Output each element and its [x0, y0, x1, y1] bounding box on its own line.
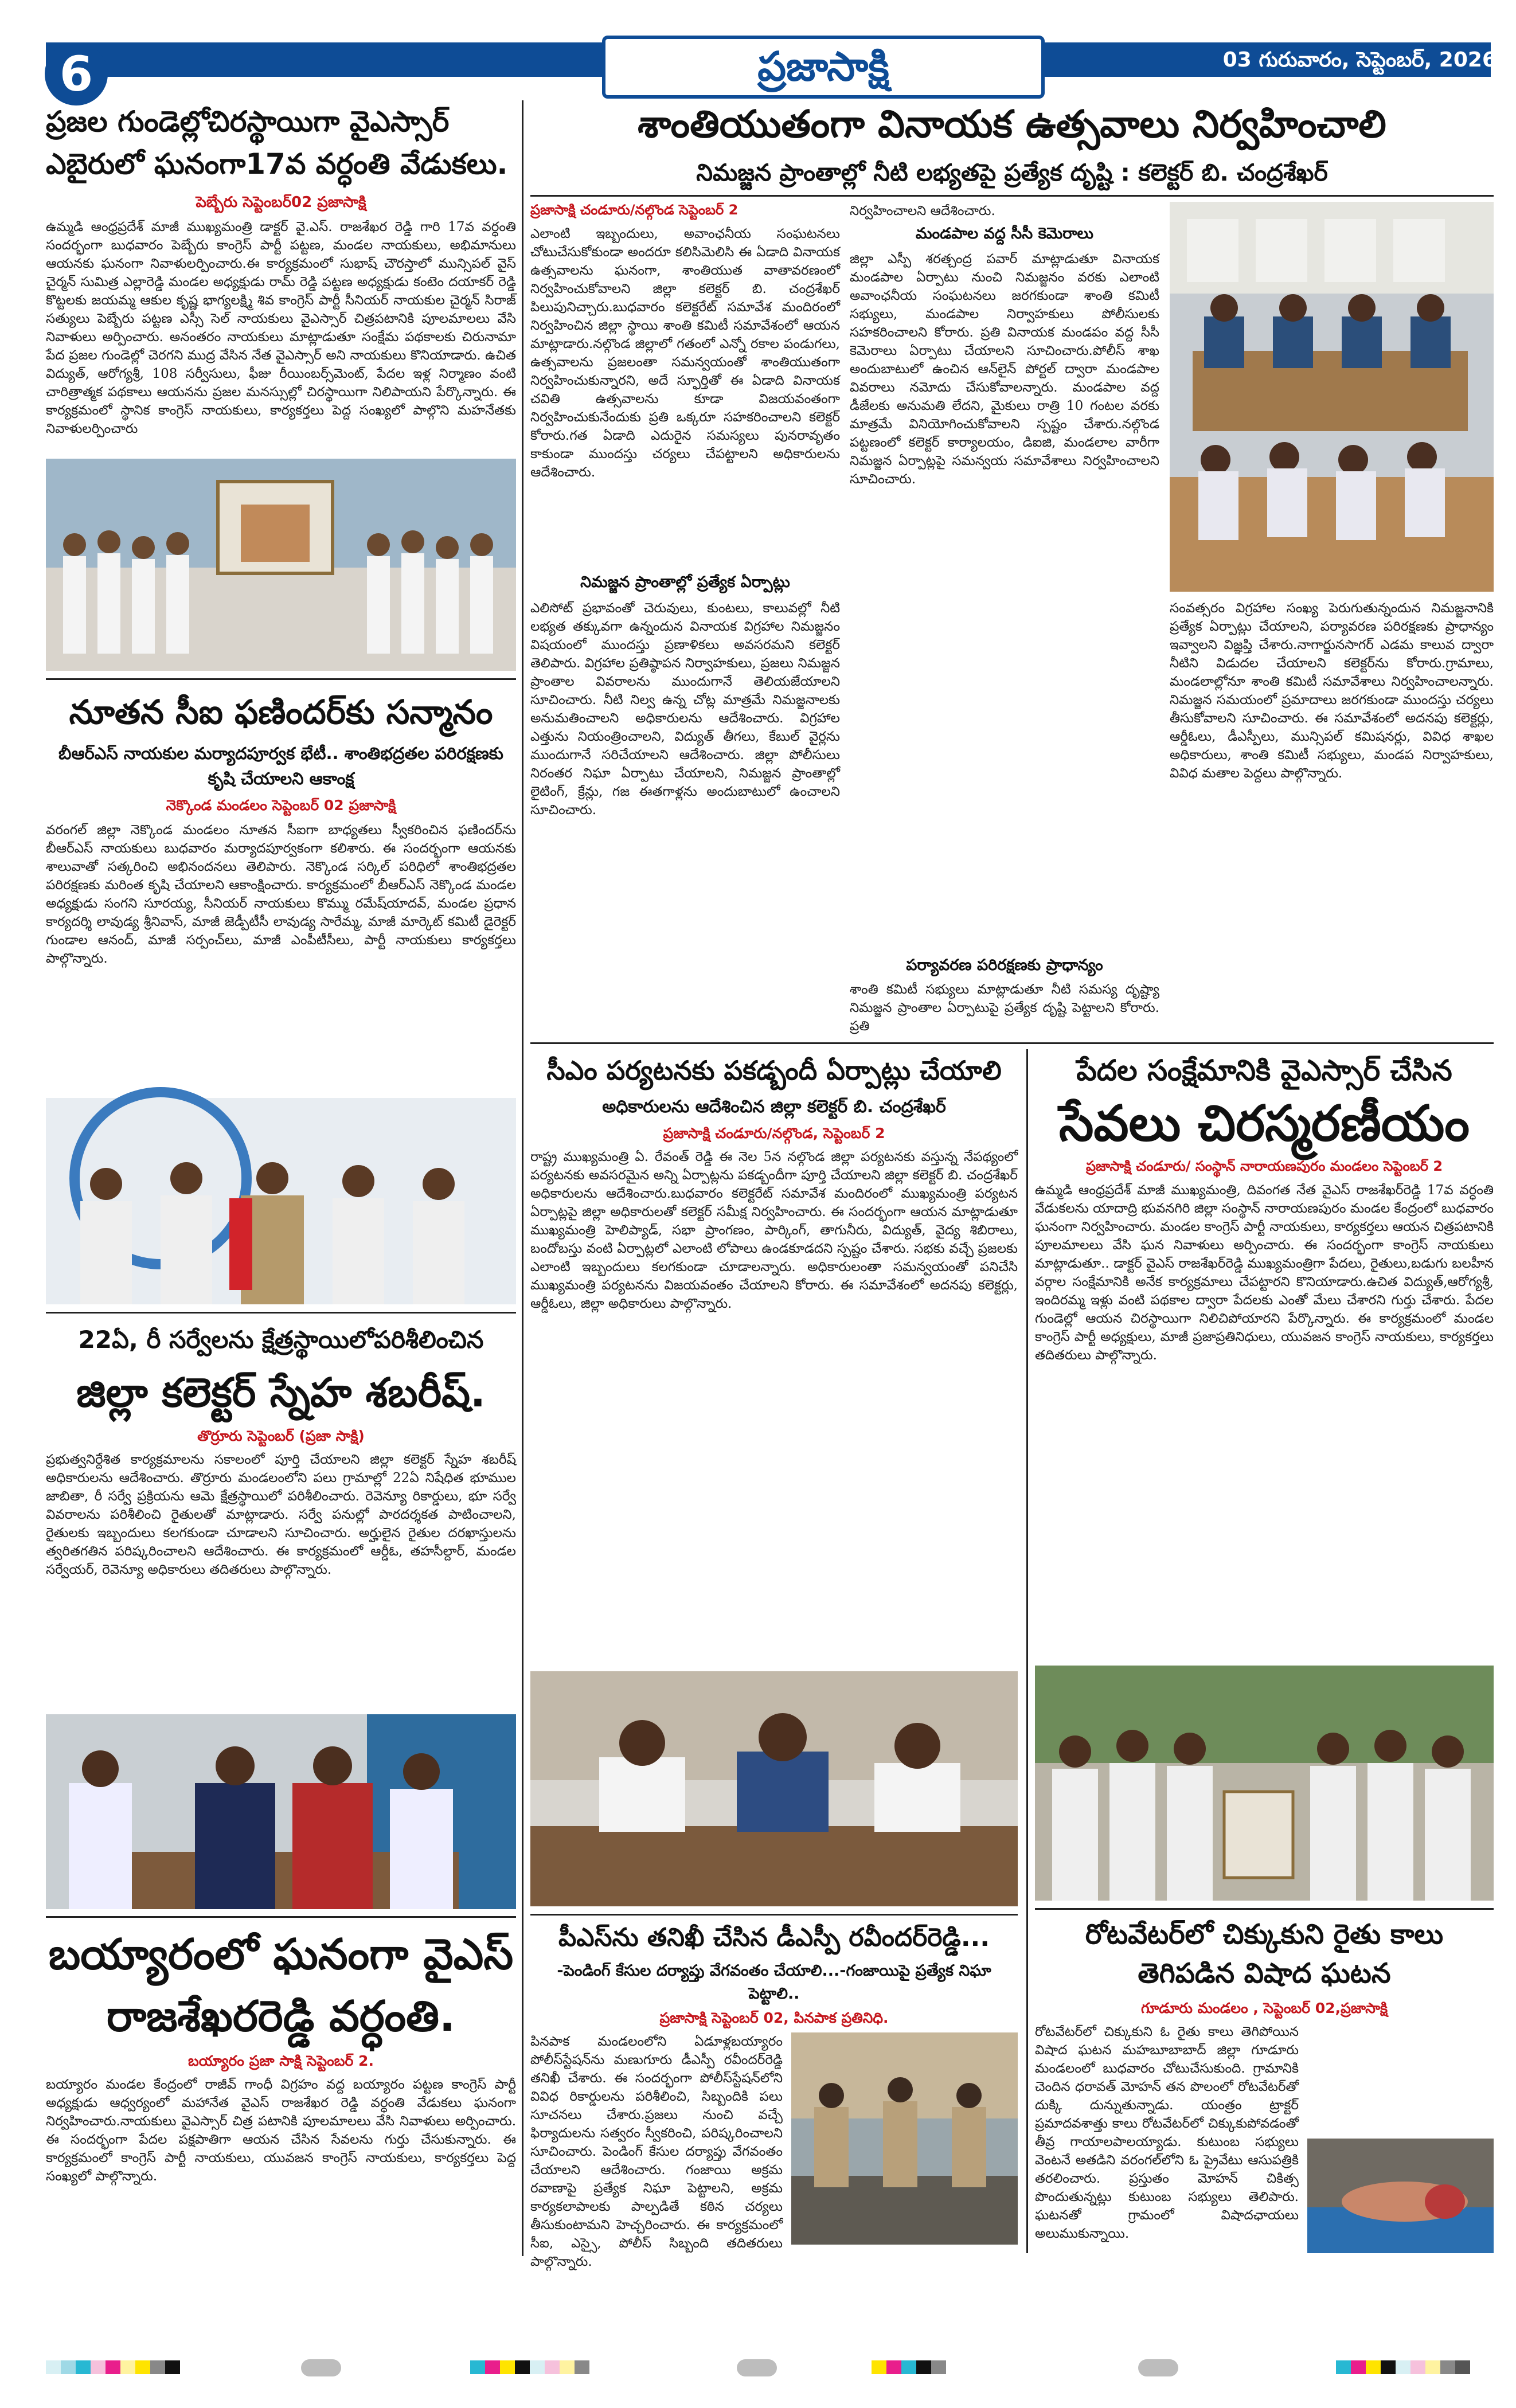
vinayaka-body-col2b: జిల్లా ఎస్పీ శరత్చంద్ర పవార్ మాట్లాడుతూ వినాయక మండపాల ఏర్పాటు నుంచి నిమజ్జనం వరకు ఎలాంటి అవాంఛనీయ సంఘటనలు జరగకుండా శాంతి కమిటీ సభ్యులు, మండపాల నిర్వాహకులు పోలీసులకు సహకరించాలని కోరారు. ప్రతి వినాయక మండపం వద్ద సీసీ కెమెరాలు ఏర్పాటు చేయాలని సూచించారు.పోలీస్ శాఖ అందుబాటులో ఉంచిన ఆన్‌లైన్ పోర్టల్ ద్వారా మండపాల వివరాలు నమోదు చేసుకోవాలన్నారు. మండపాల వద్ద డీజేలకు అనుమతి లేదని, మైకులు రాత్రి 10 గంటల వరకు మాత్రమే వినియోగించుకోవాలని స్పష్టం చేశారు.నల్గొండ పట్టణంలో కలెక్టర్ కార్యాలయం, డిఐజి, మండలాల వారీగా నిమజ్జన ఏర్పాట్లపై సమన్వయ సమావేశాలు నిర్వహించాలని సూచించారు.	[850, 252, 1159, 487]
ci-felicitation-photo	[46, 1098, 516, 1304]
ci-headline: నూతన సీఐ ఫణిందర్‌కు సన్మానం	[69, 693, 493, 732]
vinayaka-subhead-pandal: మండపాల వద్ద సీసీ కెమెరాలు	[915, 225, 1094, 243]
cm-tour-subheadline: అధికారులను ఆదేశించిన జిల్లా కలెక్టర్ బి. చంద్రశేఖర్	[602, 1097, 946, 1117]
dsp-byline: ప్రజాసాక్షి సెప్టెంబర్ 02, పినపాక ప్రతినిధి.	[659, 2010, 889, 2026]
collector-sneha-headline: జిల్లా కలెక్టర్ స్నేహ శబరీష్.	[76, 1369, 486, 1416]
bayyaram-body: బయ్యారం మండల కేంద్రంలో రాజీవ్ గాంధీ విగ్రహం వద్ద బయ్యారం పట్టణ కాంగ్రెస్ పార్టీ అధ్యక్షుడు ఆధ్వర్యంలో మహానేత వైఎస్ రాజశేఖర రెడ్డి వర్ధంతి వేడుకలు ఘనంగా నిర్వహించారు.నాయకులు వైఎస్సార్ చిత్ర పటానికి పూలమాలలు వేసి నివాళులు అర్పించారు. ఈ సందర్భంగా పేదల పక్షపాతిగా ఆయన చేసిన సేవలను గుర్తు చేసుకున్నారు. ఈ కార్యక్రమంలో కాంగ్రెస్ పార్టీ నాయకులు, యువజన కాంగ్రెస్ నాయకులు, కార్యకర్తలు పెద్ద సంఖ్యలో పాల్గొన్నారు.	[46, 2077, 516, 2184]
color-registration-bar-left	[46, 2360, 180, 2374]
masthead-logo: ప్రజాసాక్షి	[602, 36, 1045, 99]
dsp-headline: పీఎస్‌ను తనిఖీ చేసిన డీఎస్పీ రవీందర్‌రెడ్డి...	[558, 1923, 990, 1952]
registration-dot	[301, 2359, 341, 2376]
vinayaka-body-col2c: శాంతి కమిటీ సభ్యులు మాట్లాడుతూ నీటి సమస్య దృష్ట్యా నిమజ్జన ప్రాంతాల ఏర్పాటుపై ప్రత్యేక దృష్టి పెట్టాలని కోరారు. ప్రతి	[850, 982, 1159, 1034]
ysr-service-byline: ప్రజాసాక్షి చండూరు/ సంస్థాన్ నారాయణపురం మండలం సెప్టెంబర్ 2	[1085, 1158, 1443, 1174]
vinayaka-subhead-env: పర్యావరణ పరిరక్షణకు ప్రాధాన్యం	[906, 956, 1103, 974]
vinayaka-body-col1b: ఎలిసోట్ ప్రభావంతో చెరువులు, కుంటలు, కాలువల్లో నీటి లభ్యత తక్కువగా ఉన్నందున వినాయక విగ్రహాల నిమజ్జనం విషయంలో ముందస్తు ప్రణాళికలు అవసరమని కలెక్టర్ తెలిపారు. విగ్రహాల ప్రతిష్ఠాపన నిర్వాహకులు, ప్రజలు నిమజ్జన ప్రాంతాల వివరాలను ముందుగానే తెలియజేయాలని సూచించారు. నీటి నిల్వ ఉన్న చోట్ల మాత్రమే నిమజ్జనాలకు అనుమతించాలని అధికారులను ఆదేశించారు. విగ్రహాల ఎత్తును నియంత్రించాలని, విద్యుత్ తీగలు, కేబుల్ వైర్లను ముందుగానే సరిచేయాలని ఆదేశించారు. జిల్లా పోలీసులు నిరంతర నిఘా ఏర్పాటు చేయాలని, నిమజ్జన ప్రాంతాల్లో లైటింగ్, క్రేన్లు, గజ ఈతగాళ్లను అందుబాటులో ఉంచాలని సూచించారు.	[530, 601, 840, 818]
ysr-service-kicker: పేదల సంక్షేమానికి వైఎస్సార్ చేసిన	[1076, 1054, 1452, 1087]
ci-subheadline: బీఆర్ఎస్ నాయకుల మర్యాదపూర్వక భేటీ.. శాంతిభద్రతల పరిరక్షణకు కృషి చేయాలని ఆకాంక్ష	[58, 744, 503, 788]
collector-field-photo	[46, 1714, 516, 1909]
ci-byline: నెక్కొండ మండలం సెప్టెంబర్ 02 ప్రజాసాక్షి	[166, 797, 396, 814]
page-number: 6	[45, 42, 108, 105]
ysr-17th-headline: ప్రజల గుండెల్లోచిరస్థాయిగా వైఎస్సార్ ఎబైరులో ఘనంగా17వ వర్ధంతి వేడుకలు.	[46, 105, 508, 181]
registration-dot	[737, 2359, 777, 2376]
cm-tour-headline: సీఎం పర్యటనకు పకడ్బందీ ఏర్పాట్లు చేయాలి	[546, 1055, 1002, 1086]
vinayaka-byline: ప్రజాసాక్షి చండూరు/నల్గొండ సెప్టెంబర్ 2	[530, 202, 739, 218]
collector-sneha-byline: తొర్రూరు సెప్టెంబర్ (ప్రజా సాక్షి)	[197, 1428, 365, 1444]
cm-tour-body: రాష్ట్ర ముఖ్యమంత్రి ఏ. రేవంత్ రెడ్డి ఈ నెల 5న నల్గొండ జిల్లా పర్యటనకు వస్తున్న నేపథ్యంలో పర్యటనకు అవసరమైన అన్ని ఏర్పాట్లను పకడ్బందీగా పూర్తి చేయాలని జిల్లా కలెక్టర్ బి. చంద్రశేఖర్ అధికారులను ఆదేశించారు.బుధవారం కలెక్టరేట్ సమావేశ మందిరంలో ముఖ్యమంత్రి పర్యటన ఏర్పాట్లపై జిల్లా అధికారులతో కలెక్టర్ సమీక్ష నిర్వహించారు. ఈ సందర్భంగా ఆయన మాట్లాడుతూ ముఖ్యమంత్రి హెలిప్యాడ్, సభా ప్రాంగణం, పార్కింగ్, తాగునీరు, విద్యుత్, వైద్య శిబిరాలు, బందోబస్తు వంటి ఏర్పాట్లలో ఎలాంటి లోపాలు ఉండకూడదని స్పష్టం చేశారు. సభకు వచ్చే ప్రజలకు ఎలాంటి ఇబ్బందులు కలగకుండా చూడాలన్నారు. అధికారులంతా సమన్వయంతో పనిచేసి ముఖ్యమంత్రి పర్యటనను విజయవంతం చేయాలని కోరారు. ఈ సమావేశంలో అదనపు కలెక్టర్లు, ఆర్డీఓలు, జిల్లా అధికారులు పాల్గొన్నారు.	[530, 1150, 1018, 1311]
vinayaka-headline: శాంతియుతంగా వినాయక ఉత్సవాలు నిర్వహించాలి	[638, 102, 1386, 146]
dsp-subheadline: -పెండింగ్ కేసుల దర్యాప్తు వేగవంతం చేయాలి...-గంజాయిపై ప్రత్యేక నిఘా పెట్టాలి..	[557, 1962, 991, 2003]
rotavator-byline: గూడూరు మండలం , సెప్టెంబర్ 02,ప్రజాసాక్షి	[1140, 2000, 1388, 2016]
color-registration-bar-mid	[470, 2360, 589, 2374]
ysr-17th-body: ఉమ్మడి ఆంధ్రప్రదేశ్ మాజీ ముఖ్యమంత్రి డాక్టర్ వై.ఎస్. రాజశేఖర రెడ్డి గారి 17వ వర్ధంతి సందర్భంగా బుధవారం పెబ్బేరు కాంగ్రెస్ పార్టీ పట్టణ, మండల నాయకులు, అభిమానులు ఆయనకు ఘనంగా నివాళులర్పించారు.ఈ కార్యక్రమంలో సుభాష్ చౌరస్తాలో మున్సిపల్ వైస్ చైర్మన్ సుమిత్ర ఎల్లారెడ్డి మండల అధ్యక్షుడు రామ్ రెడ్డి పట్టణ అధ్యక్షుడు కంటెం దయాకర్ రెడ్డి కొట్టలకు జయమ్మ ఆకుల కృష్ణ భాగ్యలక్ష్మి శివ కాంగ్రెస్ పార్టీ సీనియర్ నాయకుల చైర్మన్ సిరాజ్ సత్యులు పెబ్బేరు పట్టణ ఎస్సీ సెల్ నాయకులు వైఎస్సార్ చిత్రపటానికి పూలమాలలు వేసి నివాళులు అర్పించారు. అనంతరం నాయకులు మాట్లాడుతూ సంక్షేమ పథకాలకు చిరునామా పేద ప్రజల గుండెల్లో చెరగని ముద్ర వేసిన నేత వైఎస్సార్ అని నాయకులు కొనియాడారు. ఉచిత విద్యుత్, ఆరోగ్యశ్రీ, 108 సర్వీసులు, ఫీజు రీయింబర్స్‌మెంట్, పేదల ఇళ్ల నిర్మాణం వంటి చారిత్రాత్మక పథకాలు ఆయనను ప్రజల మనస్సుల్లో చిరస్థాయిగా నిలిపాయని పేర్కొన్నారు. ఈ కార్యక్రమంలో స్థానిక కాంగ్రెస్ నాయకులు, కార్యకర్తలు పెద్ద సంఖ్యలో పాల్గొని మహనేతకు నివాళులర్పించారు	[46, 220, 516, 436]
vinayaka-body-col2: నిర్వహించాలని ఆదేశించారు.	[850, 204, 995, 218]
vinayaka-body-col1: ఎలాంటి ఇబ్బందులు, అవాంఛనీయ సంఘటనలు చోటుచేసుకోకుండా అందరూ కలిసిమెలిసి ఈ ఏడాది వినాయక ఉత్సవాలను ఘనంగా, శాంతియుత వాతావరణంలో నిర్వహించుకోవాలని జిల్లా కలెక్టర్ బి. చంద్రశేఖర్ పిలుపునిచ్చారు.బుధవారం కలెక్టరేట్ సమావేశ మందిరంలో నిర్వహించిన జిల్లా స్థాయి శాంతి కమిటీ సమావేశంలో ఆయన మాట్లాడారు.నల్గొండ జిల్లాలో గతంలో ఎన్నో రకాల పండుగలు, ఉత్సవాలను ప్రజలంతా సమన్వయంతో శాంతియుతంగా నిర్వహించుకున్నారని, అదే స్ఫూర్తితో ఈ ఏడాది వినాయక చవితి ఉత్సవాలను కూడా విజయవంతంగా నిర్వహించుకునేందుకు ప్రతి ఒక్కరూ సహకరించాలని కలెక్టర్ కోరారు.గత ఏడాది ఎదురైన సమస్యలు పునరావృతం కాకుండా ముందస్తు చర్యలు చేపట్టాలని అధికారులను ఆదేశించారు.	[530, 226, 840, 480]
ysr-service-headline: సేవలు చిరస్మరణీయం	[1059, 1095, 1470, 1152]
vinayaka-body-col3: సంవత్సరం విగ్రహాల సంఖ్య పెరుగుతున్నందున నిమజ్జనానికి ప్రత్యేక ఏర్పాట్లు చేయాలని, పర్యావరణ పరిరక్షణకు ప్రాధాన్యం ఇవ్వాలని విజ్ఞప్తి చేశారు.నాగార్జునసాగర్ ఎడమ కాలువ ద్వారా నీటిని విడుదల చేయాలని కలెక్టర్‌ను కోరారు.గ్రామాలు, మండలాల్లోనూ శాంతి కమిటీ సమావేశాలు నిర్వహించాలన్నారు. నిమజ్జన సమయంలో ప్రమాదాలు జరగకుండా ముందస్తు చర్యలు తీసుకోవాలని సూచించారు. ఈ సమావేశంలో అదనపు కలెక్టర్లు, ఆర్డీఓలు, డీఎస్పీలు, మున్సిపల్ కమిషనర్లు, వివిధ శాఖల అధికారులు, శాంతి కమిటీ సభ్యులు, మండప నిర్వాహకులు, వివిధ మతాల పెద్దలు పాల్గొన్నారు.	[1170, 601, 1494, 781]
color-registration-bar-right	[872, 2360, 946, 2374]
dsp-body: పినపాక మండలంలోని ఏడూళ్లబయ్యారం పోలీస్‌స్టేషన్‌ను మణుగూరు డీఎస్పీ రవీందర్‌రెడ్డి తనిఖీ చేశారు. ఈ సందర్భంగా పోలీస్‌స్టేషన్‌లోని వివిధ రికార్డులను పరిశీలించి, సిబ్బందికి పలు సూచనలు చేశారు.ప్రజలు నుంచి వచ్చే ఫిర్యాదులను సత్వరం స్వీకరించి, పరిష్కరించాలని సూచించారు. పెండింగ్ కేసుల దర్యాప్తు వేగవంతం చేయాలని ఆదేశించారు. గంజాయి అక్రమ రవాణాపై ప్రత్యేక నిఘా పెట్టాలని, అక్రమ కార్యకలాపాలకు పాల్పడితే కఠిన చర్యలు తీసుకుంటామని హెచ్చరించారు. ఈ కార్యక్రమంలో సీఐ, ఎస్సై, పోలీస్ సిబ్బంది తదితరులు పాల్గొన్నారు.	[530, 2034, 783, 2269]
ysr-17th-byline: పెబ్బేరు సెప్టెంబర్02 ప్రజాసాక్షి	[196, 194, 366, 211]
vinayaka-subhead-immersion: నిమజ్జన ప్రాంతాల్లో ప్రత్యేక ఏర్పాట్లు	[580, 573, 790, 591]
cm-review-photo	[530, 1671, 1018, 1906]
issue-date: 03 గురువారం, సెప్టెంబర్, 2026	[1222, 48, 1497, 72]
peace-committee-photo	[1170, 202, 1494, 592]
vinayaka-subheadline: నిమజ్జన ప్రాంతాల్లో నీటి లభ్యతపై ప్రత్యేక దృష్టి : కలెక్టర్ బి. చంద్రశేఖర్	[696, 159, 1328, 186]
bayyaram-headline: బయ్యారంలో ఘనంగా వైఎస్ రాజశేఖరరెడ్డి వర్ధంతి.	[48, 1930, 514, 2041]
ysr-tribute-photo	[46, 459, 516, 671]
cm-tour-byline: ప్రజాసాక్షి చండూరు/నల్గొండ, సెప్టెంబర్ 2	[663, 1125, 885, 1142]
ysr-narayanpur-photo	[1035, 1666, 1494, 1901]
ysr-service-body: ఉమ్మడి ఆంధ్రప్రదేశ్ మాజీ ముఖ్యమంత్రి, దివంగత నేత వైఎస్ రాజశేఖర్‌రెడ్డి 17వ వర్ధంతి వేడుకలను యాదాద్రి భువనగిరి జిల్లా సంస్థాన్ నారాయణపురం మండల కేంద్రంలో బుధవారం ఘనంగా నిర్వహించారు. మండల కాంగ్రెస్ పార్టీ నాయకులు, కార్యకర్తలు ఆయన చిత్రపటానికి పూలమాలలు వేసి ఘన నివాళులు అర్పించారు. ఈ సందర్భంగా కాంగ్రెస్ నాయకులు మాట్లాడుతూ.. డాక్టర్ వైఎస్ రాజశేఖర్‌రెడ్డి ముఖ్యమంత్రిగా పేదలు, రైతులు,బడుగు బలహీన వర్గాల సంక్షేమానికి అనేక కార్యక్రమాలు చేపట్టారని కొనియాడారు.ఉచిత విద్యుత్,ఆరోగ్యశ్రీ, ఇందిరమ్మ ఇళ్లు వంటి పథకాల ద్వారా పేదలకు ఎంతో మేలు చేశారని గుర్తు చేశారు. పేదల గుండెల్లో ఆయన చిరస్థాయిగా నిలిచిపోయారని పేర్కొన్నారు. ఈ కార్యక్రమంలో మండల కాంగ్రెస్ పార్టీ అధ్యక్షులు, మాజీ ప్రజాప్రతినిధులు, యువజన కాంగ్రెస్ నాయకులు, కార్యకర్తలు తదితరులు పాల్గొన్నారు.	[1035, 1183, 1494, 1363]
collector-sneha-kicker: 22ఏ, రీ సర్వేలను క్షేత్రస్థాయిలోపరిశీలించిన	[78, 1326, 484, 1354]
injured-farmer-photo	[1307, 2139, 1494, 2253]
dsp-inspection-photo	[791, 2032, 1018, 2245]
registration-dot	[1138, 2359, 1178, 2376]
collector-sneha-body: ప్రభుత్వనిర్దేశిత కార్యక్రమాలను సకాలంలో పూర్తి చేయాలని జిల్లా కలెక్టర్ స్నేహ శబరీష్ అధికారులను ఆదేశించారు. తొర్రూరు మండలంలోని పలు గ్రామాల్లో 22ఏ నిషేధిత భూముల జాబితా, రీ సర్వే ప్రక్రియను ఆమె క్షేత్రస్థాయిలో పరిశీలించారు. రెవెన్యూ రికార్డులు, భూ సర్వే వివరాలను పరిశీలించి రైతులతో మాట్లాడారు. సర్వే పనుల్లో పారదర్శకత పాటించాలని, రైతులకు ఇబ్బందులు కలగకుండా చూడాలని సూచించారు. అర్హులైన రైతుల దరఖాస్తులను త్వరితగతిన పరిష్కరించాలని ఆదేశించారు. ఈ కార్యక్రమంలో ఆర్డీఓ, తహసీల్దార్, మండల సర్వేయర్, రెవెన్యూ అధికారులు తదితరులు పాల్గొన్నారు.	[46, 1452, 516, 1577]
ci-body: వరంగల్ జిల్లా నెక్కొండ మండలం నూతన సీఐగా బాధ్యతలు స్వీకరించిన ఫణిందర్‌ను బీఆర్ఎస్ నాయకులు బుధవారం మర్యాదపూర్వకంగా కలిశారు. ఈ సందర్భంగా ఆయనకు శాలువాతో సత్కరించి అభినందనలు తెలిపారు. నెక్కొండ సర్కిల్ పరిధిలో శాంతిభద్రతల పరిరక్షణకు మరింత కృషి చేయాలని ఆకాంక్షించారు. కార్యక్రమంలో బీఆర్ఎస్ నెక్కొండ మండల అధ్యక్షుడు సంగని సూరయ్య, సీనియర్ నాయకులు కొమ్ము రమేష్‌యాదవ్, మండల ప్రధాన కార్యదర్శి లావుడ్య శ్రీనివాస్, మాజీ జెడ్పీటీసీ లావుడ్య సారేమ్మ, మాజీ మార్కెట్ కమిటీ డైరెక్టర్ గుండాల ఆనంద్, మాజీ సర్పంచ్‌లు, మాజీ ఎంపీటీసీలు, పార్టీ నాయకులు కార్యకర్తలు పాల్గొన్నారు.	[46, 823, 516, 966]
color-registration-bar-far	[1336, 2360, 1470, 2374]
rotavator-headline: రోటవేటర్‌లో చిక్కుకుని రైతు కాలు తెగిపడిన విషాద ఘటన	[1085, 1918, 1444, 1989]
rotavator-body: రోటవేటర్‌లో చిక్కుకుని ఓ రైతు కాలు తెగిపోయిన విషాద ఘటన మహబూబాబాద్ జిల్లా గూడూరు మండలంలో బుధవారం చోటుచేసుకుంది. గ్రామానికి చెందిన ధరావత్ మోహన్ తన పొలంలో రోటవేటర్‌తో దుక్కి దున్నుతున్నాడు. యంత్రం ట్రాక్టర్ ప్రమాదవశాత్తు కాలు రోటవేటర్‌లో చిక్కుకుపోవడంతో తీవ్ర గాయాలపాలయ్యాడు. కుటుంబ సభ్యులు వెంటనే అతడిని వరంగల్‌లోని ఓ ప్రైవేటు ఆసుపత్రికి తరలించారు. ప్రస్తుతం మోహన్ చికిత్స పొందుతున్నట్లు కుటుంబ సభ్యులు తెలిపారు. ఘటనతో గ్రామంలో విషాదఛాయలు అలుముకున్నాయి.	[1035, 2024, 1299, 2241]
bayyaram-byline: బయ్యారం ప్రజా సాక్షి సెప్టెంబర్ 2.	[188, 2053, 374, 2069]
